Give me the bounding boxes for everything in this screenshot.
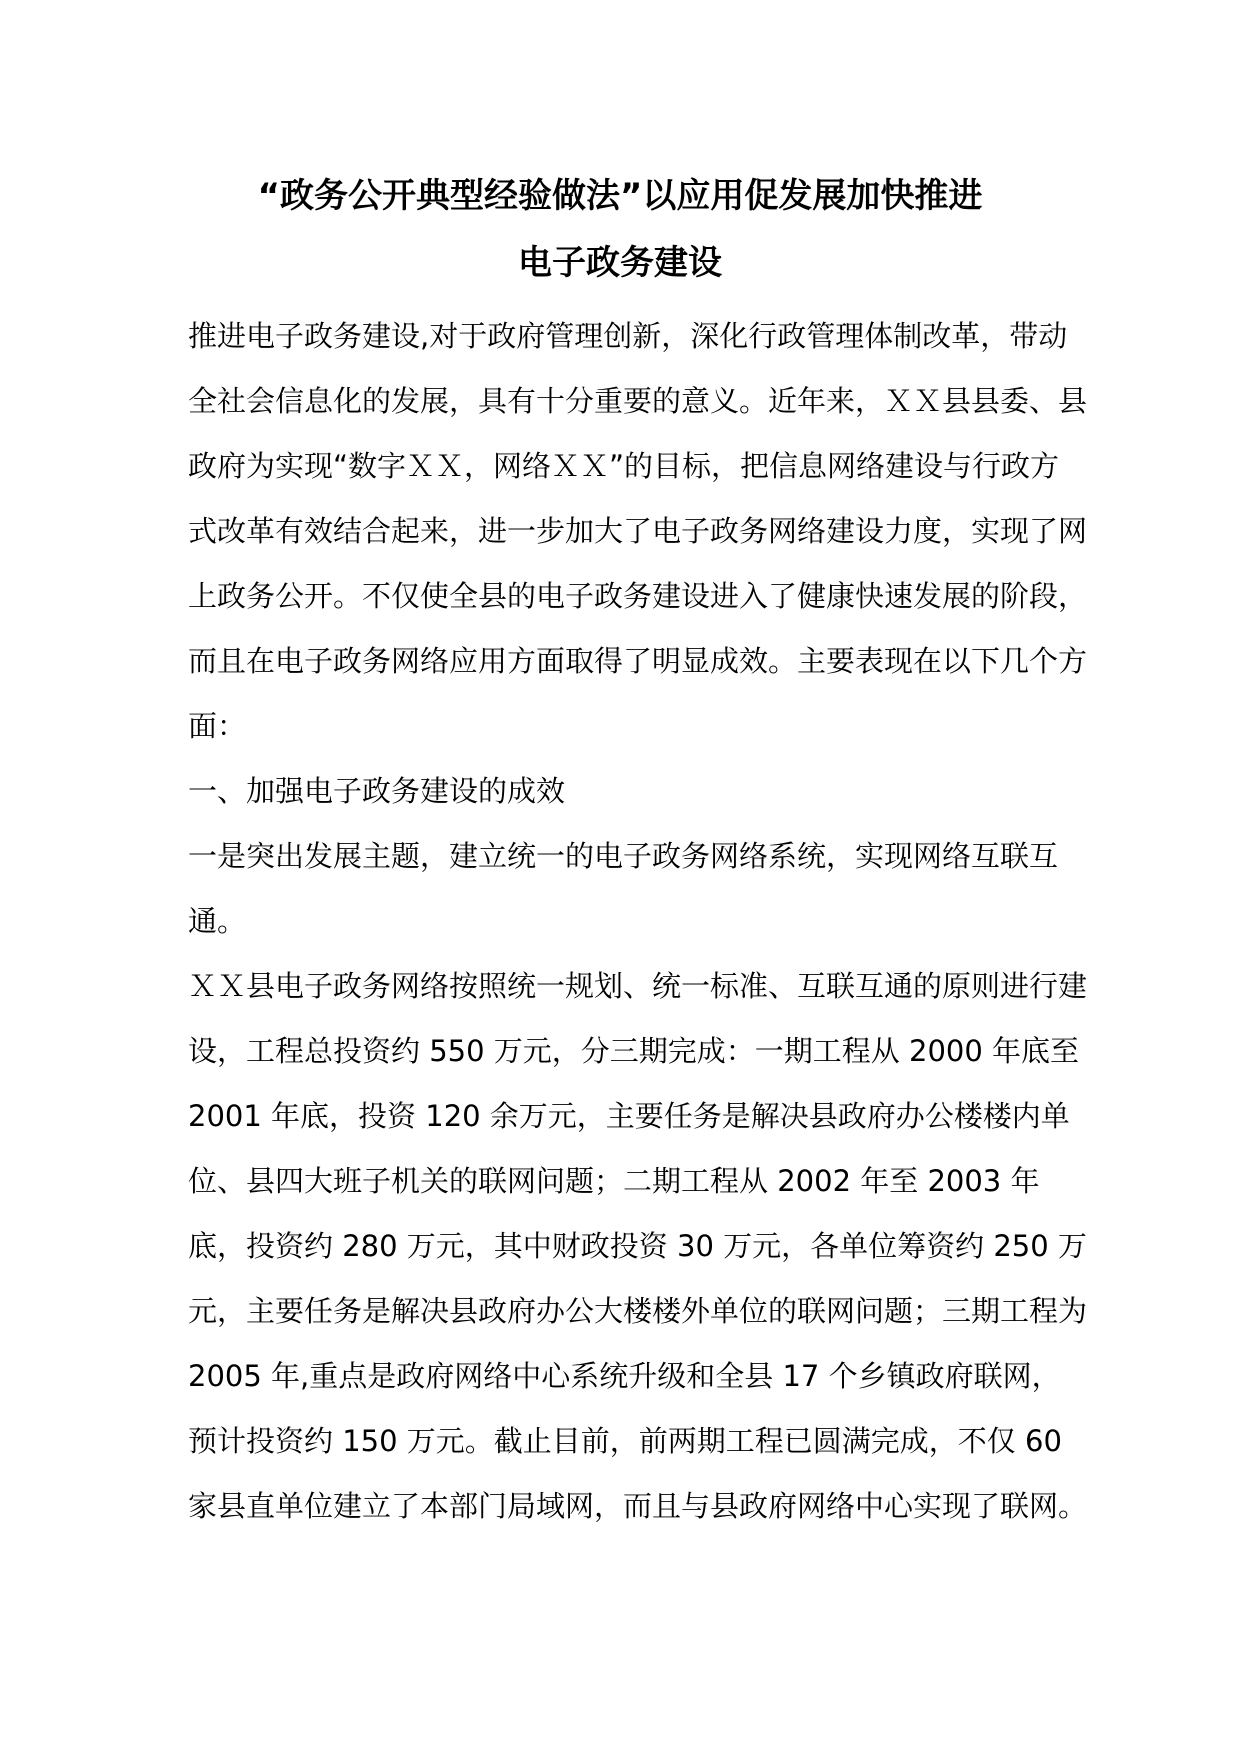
document-body <box>188 304 1088 1539</box>
document-title-line-2: 电子政务建设 <box>518 243 722 283</box>
document-title-line-1: “政务公开典型经验做法”以应用促发展加快推进 <box>257 176 983 216</box>
body-paragraph: ＸＸ县电子政务网络按照统一规划、统一标准、互联互通的原则进行建设，工程总投资约 550 万元，分三期完成：一期工程从 2000 年底至 2001 年底，投资 120 余万元，主要任务是解决县政府办公楼楼内单位、县四大班子机关的联网问题；二期工程从 2002 年至 2003 年底，投资约 280 万元，其中财政投资 30 万元，各单位筹资约 250 万元，主要任务是解决县政府办公大楼楼外单位的联网问题；三期工程为 2005 年,重点是政府网络中心系统升级和全县 17 个乡镇政府联网，预计投资约 150 万元。截止目前，前两期工程已圆满完成，不仅 60 家县直单位建立了本部门局域网，而且与县政府网络中心实现了联网。 <box>188 969 1088 1523</box>
subsection-heading: 一是突出发展主题，建立统一的电子政务网络系统，实现网络互联互通。 <box>188 839 1059 938</box>
section-heading: 一、加强电子政务建设的成效 <box>188 774 566 808</box>
intro-paragraph: 推进电子政务建设,对于政府管理创新，深化行政管理体制改革，带动全社会信息化的发展，具有十分重要的意义。近年来，ＸＸ县县委、县政府为实现“数字ＸＸ，网络ＸＸ”的目标，把信息网络建设与行政方式改革有效结合起来，进一步加大了电子政务网络建设力度，实现了网上政务公开。不仅使全县的电子政务建设进入了健康快速发展的阶段，而且在电子政务网络应用方面取得了明显成效。主要表现在以下几个方面： <box>188 319 1088 743</box>
